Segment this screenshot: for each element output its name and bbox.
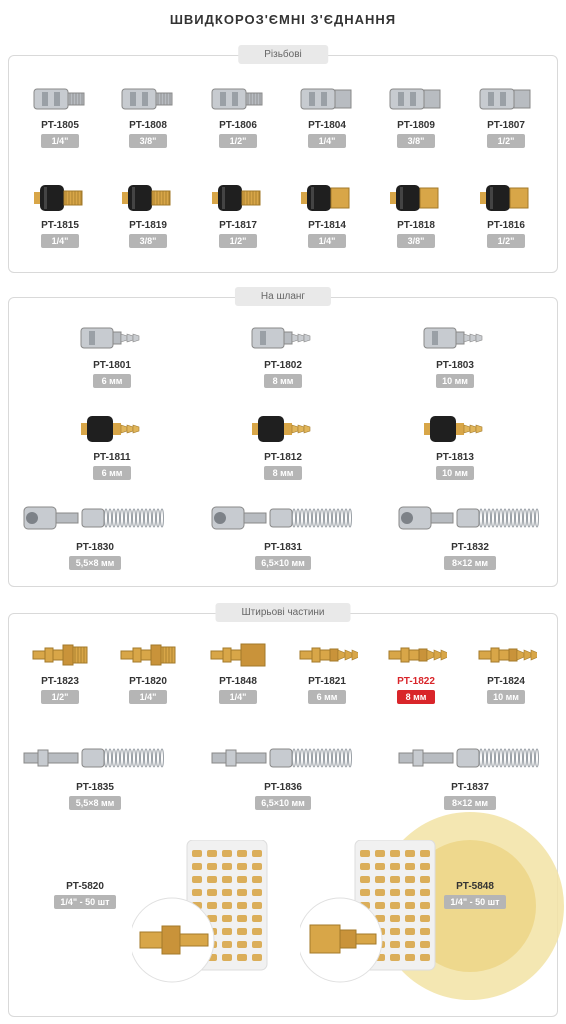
product-code: PT-1815	[41, 220, 79, 231]
size-badge: 1/2"	[487, 234, 525, 248]
size-badge: 10 мм	[487, 690, 525, 704]
product-item-pt-1818[interactable]	[376, 180, 456, 249]
product-code: PT-1836	[264, 782, 302, 793]
size-badge: 8×12 мм	[444, 556, 496, 570]
product-item-pt-1824[interactable]	[466, 638, 546, 705]
product-item-pt-1823[interactable]	[20, 638, 100, 705]
product-code: PT-1820	[129, 676, 167, 687]
product-image	[390, 738, 550, 778]
product-code: PT-1804	[308, 120, 346, 131]
product-image	[203, 498, 363, 538]
product-code: PT-1812	[264, 452, 302, 463]
product-code: PT-1822	[397, 676, 435, 687]
product-code: PT-1837	[451, 782, 489, 793]
size-badge: 1/2"	[219, 234, 257, 248]
product-image	[287, 82, 367, 116]
product-code: PT-1805	[41, 120, 79, 131]
product-image	[20, 82, 100, 116]
product-code: PT-1832	[451, 542, 489, 553]
product-code: PT-1809	[397, 120, 435, 131]
product-code: PT-1813	[436, 452, 474, 463]
product-image	[376, 638, 456, 672]
product-code: PT-1819	[129, 220, 167, 231]
product-code: PT-1806	[219, 120, 257, 131]
product-item-pt-1836[interactable]	[203, 738, 363, 811]
product-image	[15, 738, 175, 778]
product-code: PT-5848	[456, 881, 494, 892]
size-badge: 1/4" - 50 шт	[444, 895, 505, 909]
product-image	[287, 180, 367, 216]
product-item-pt-1804[interactable]	[287, 82, 367, 149]
size-badge: 1/2"	[487, 134, 525, 148]
product-item-pt-1816[interactable]	[466, 180, 546, 249]
size-badge: 10 мм	[436, 466, 474, 480]
product-code: PT-1808	[129, 120, 167, 131]
product-image	[376, 180, 456, 216]
product-image	[67, 410, 157, 448]
size-badge: 5,5×8 мм	[69, 796, 121, 810]
product-image	[238, 410, 328, 448]
product-item-pt-1809[interactable]	[376, 82, 456, 149]
page-title: ШВИДКОРОЗ'ЄМНІ З'ЄДНАННЯ	[169, 12, 397, 27]
product-item-pt-1808[interactable]	[108, 82, 188, 149]
product-item-pt-1848[interactable]	[198, 638, 278, 705]
product-code: PT-1835	[76, 782, 114, 793]
product-code: PT-1807	[487, 120, 525, 131]
size-badge: 1/4"	[308, 234, 346, 248]
product-code: PT-1831	[264, 542, 302, 553]
product-item-pt-1805[interactable]	[20, 82, 100, 149]
product-code: PT-1821	[308, 676, 346, 687]
size-badge: 6,5×10 мм	[255, 796, 311, 810]
product-item-pt-1835[interactable]	[15, 738, 175, 811]
product-code: PT-1803	[436, 360, 474, 371]
product-item-pt-1837[interactable]	[390, 738, 550, 811]
product-code: PT-1814	[308, 220, 346, 231]
product-item-pt-1801[interactable]	[67, 320, 157, 389]
product-image	[108, 638, 188, 672]
product-image	[466, 82, 546, 116]
product-image	[20, 180, 100, 216]
product-image	[67, 320, 157, 356]
product-item-pt-1821[interactable]	[287, 638, 367, 705]
size-badge: 1/4"	[308, 134, 346, 148]
size-badge: 6,5×10 мм	[255, 556, 311, 570]
section-label: Різьбові	[238, 45, 328, 64]
product-image	[287, 638, 367, 672]
product-code: PT-1848	[219, 676, 257, 687]
product-image	[15, 498, 175, 538]
size-badge: 1/2"	[41, 690, 79, 704]
product-item-pt-5820[interactable]	[40, 877, 130, 910]
size-badge: 1/4"	[219, 690, 257, 704]
product-code: PT-1802	[264, 360, 302, 371]
size-badge: 8 мм	[264, 374, 302, 388]
product-image	[108, 82, 188, 116]
product-item-pt-1813[interactable]	[410, 410, 500, 481]
product-item-pt-1831[interactable]	[203, 498, 363, 571]
size-badge: 1/4"	[41, 134, 79, 148]
product-item-pt-1802[interactable]	[238, 320, 328, 389]
product-code: PT-1824	[487, 676, 525, 687]
product-item-pt-1812[interactable]	[238, 410, 328, 481]
product-image	[410, 320, 500, 356]
product-code: PT-1823	[41, 676, 79, 687]
product-image	[390, 498, 550, 538]
size-badge: 1/2"	[219, 134, 257, 148]
product-image	[238, 320, 328, 356]
product-code: PT-5820	[66, 881, 104, 892]
product-item-pt-5848[interactable]	[430, 877, 520, 910]
product-image	[203, 738, 363, 778]
size-badge: 8 мм	[397, 690, 435, 704]
size-badge: 1/4"	[129, 690, 167, 704]
product-item-pt-1806[interactable]	[198, 82, 278, 149]
product-item-pt-1820[interactable]	[108, 638, 188, 705]
size-badge: 3/8"	[129, 234, 167, 248]
product-item-pt-1817[interactable]	[198, 180, 278, 249]
product-image	[198, 638, 278, 672]
product-item-pt-1830[interactable]	[15, 498, 175, 571]
size-badge: 10 мм	[436, 374, 474, 388]
product-image	[466, 638, 546, 672]
size-badge: 5,5×8 мм	[69, 556, 121, 570]
product-image	[376, 82, 456, 116]
product-code: PT-1801	[93, 360, 131, 371]
product-image	[108, 180, 188, 216]
bag-female-fittings-image	[300, 840, 440, 1005]
product-item-pt-1815[interactable]	[20, 180, 100, 249]
product-item-pt-1832[interactable]	[390, 498, 550, 571]
product-image	[198, 82, 278, 116]
product-item-pt-1814[interactable]	[287, 180, 367, 249]
product-image	[466, 180, 546, 216]
product-item-pt-1822[interactable]	[376, 638, 456, 705]
size-badge: 8×12 мм	[444, 796, 496, 810]
product-item-pt-1811[interactable]	[67, 410, 157, 481]
product-code: PT-1817	[219, 220, 257, 231]
section-label: На шланг	[235, 287, 331, 306]
size-badge: 6 мм	[308, 690, 346, 704]
product-code: PT-1811	[93, 452, 131, 463]
product-code: PT-1818	[397, 220, 435, 231]
size-badge: 6 мм	[93, 374, 131, 388]
size-badge: 1/4" - 50 шт	[54, 895, 115, 909]
size-badge: 1/4"	[41, 234, 79, 248]
product-image	[20, 638, 100, 672]
bag-male-fittings-image	[132, 840, 272, 1005]
size-badge: 6 мм	[93, 466, 131, 480]
section-label: Штирьові частини	[215, 603, 350, 622]
size-badge: 8 мм	[264, 466, 302, 480]
product-code: PT-1816	[487, 220, 525, 231]
product-image	[198, 180, 278, 216]
product-image	[410, 410, 500, 448]
product-code: PT-1830	[76, 542, 114, 553]
size-badge: 3/8"	[129, 134, 167, 148]
size-badge: 3/8"	[397, 234, 435, 248]
product-item-pt-1819[interactable]	[108, 180, 188, 249]
size-badge: 3/8"	[397, 134, 435, 148]
product-item-pt-1807[interactable]	[466, 82, 546, 149]
product-item-pt-1803[interactable]	[410, 320, 500, 389]
